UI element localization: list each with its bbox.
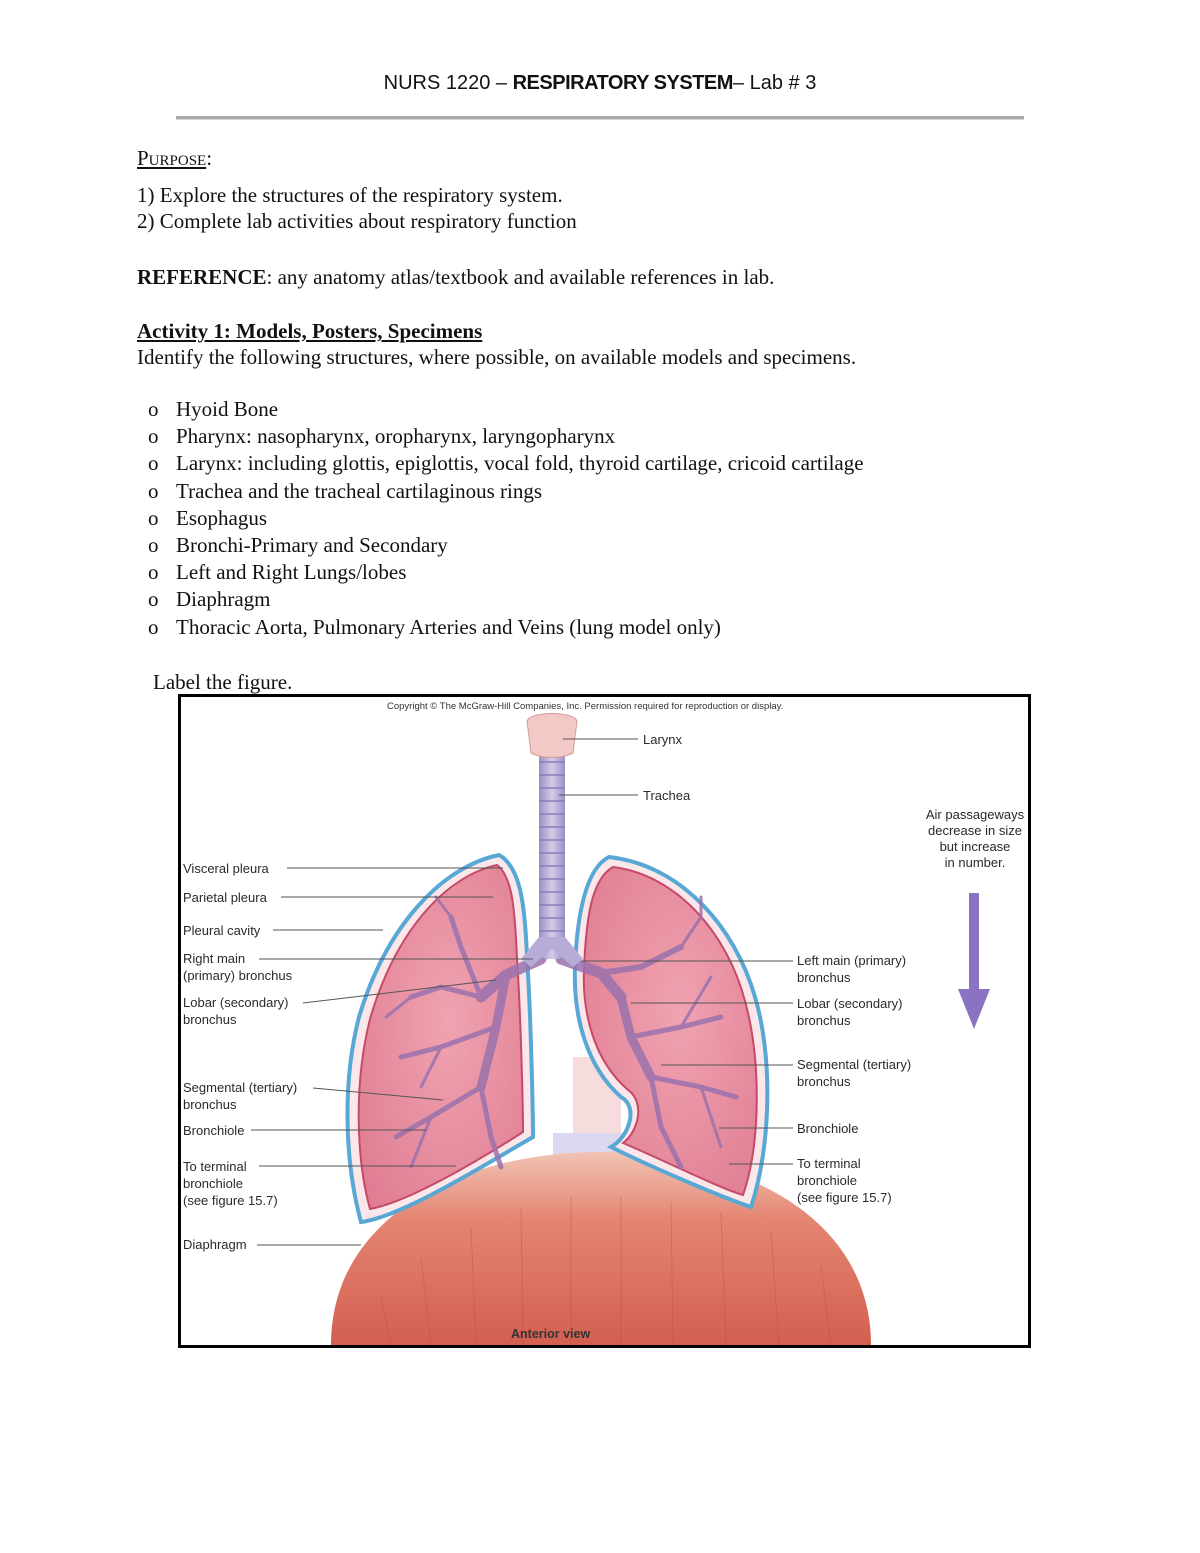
page-header: [0, 72, 1200, 95]
lung-illustration: [181, 697, 1028, 1345]
reference-label: REFERENCE: [137, 265, 267, 289]
view-label: Anterior view: [511, 1327, 591, 1341]
header-course: NURS 1220 –: [383, 72, 513, 94]
purpose-heading: Purpose: [137, 146, 207, 170]
lung-figure: [178, 694, 1031, 1348]
list-item: [148, 614, 864, 641]
label-segmental-bronchus-right-1: Segmental (tertiary): [797, 1057, 912, 1072]
label-bronchiole-right: Bronchiole: [797, 1121, 859, 1136]
arrow-note-1: Air passageways: [925, 807, 1025, 822]
activity-title: Activity 1: Models, Posters, Specimens: [137, 319, 483, 343]
bullet: o: [148, 560, 159, 585]
label-lobar-bronchus-left-1: Lobar (secondary): [183, 995, 289, 1010]
list-item-text: Pharynx: nasopharynx, oropharynx, laryngopharynx: [176, 424, 616, 449]
label-left-main-bronchus-2: bronchus: [797, 970, 851, 985]
label-terminal-right-1: To terminal: [797, 1156, 861, 1171]
purpose-heading-line: [137, 145, 212, 171]
list-item-text: Hyoid Bone: [176, 397, 279, 421]
reference-text: : any anatomy atlas/textbook and available references in lab.: [266, 265, 775, 289]
header-topic: RESPIRATORY SYSTEM: [512, 72, 733, 94]
list-item: [148, 532, 864, 559]
bullet: o: [148, 614, 159, 639]
bullet: o: [148, 478, 159, 503]
header-divider: [176, 116, 1024, 120]
bullet: o: [148, 451, 159, 476]
label-segmental-bronchus-right-2: bronchus: [797, 1074, 851, 1089]
list-item-text: Larynx: including glottis, epiglottis, vocal fold, thyroid cartilage, cricoid cartilage: [176, 451, 864, 476]
bullet: o: [148, 505, 159, 530]
list-item-text: Bronchi-Primary and Secondary: [176, 533, 448, 558]
reference-line: [137, 264, 774, 290]
bullet: o: [148, 533, 159, 558]
bullet: o: [148, 397, 159, 421]
label-terminal-right-3: (see figure 15.7): [797, 1190, 892, 1205]
label-terminal-left-3: (see figure 15.7): [183, 1193, 278, 1208]
label-segmental-bronchus-left-1: Segmental (tertiary): [183, 1080, 298, 1095]
label-lobar-bronchus-right-1: Lobar (secondary): [797, 996, 903, 1011]
label-terminal-right-2: bronchiole: [797, 1173, 857, 1188]
list-item-text: Thoracic Aorta, Pulmonary Arteries and Veins (lung model only): [176, 614, 721, 639]
bullet: o: [148, 424, 159, 449]
list-item: [148, 559, 864, 586]
label-visceral-pleura: Visceral pleura: [183, 861, 269, 876]
list-item: [148, 505, 864, 532]
arrow-note-3: but increase: [939, 839, 1011, 854]
list-item-text: Esophagus: [176, 505, 267, 530]
label-segmental-bronchus-left-2: bronchus: [183, 1097, 237, 1112]
list-item-text: Diaphragm: [176, 587, 271, 612]
label-lobar-bronchus-right-2: bronchus: [797, 1013, 851, 1028]
list-item: [148, 478, 864, 505]
purpose-colon: :: [206, 146, 213, 170]
list-item: [148, 396, 864, 423]
label-pleural-cavity: Pleural cavity: [183, 923, 261, 938]
label-bronchiole-left: Bronchiole: [183, 1123, 245, 1138]
activity-instruction: Identify the following structures, where possible, on available models and specimens.: [137, 345, 857, 369]
header-lab: – Lab # 3: [732, 72, 817, 94]
arrow-note-4: in number.: [944, 855, 1006, 870]
arrow-note-2: decrease in size: [928, 823, 1022, 838]
list-item-text: Left and Right Lungs/lobes: [176, 560, 407, 585]
structure-list: [148, 396, 864, 641]
label-right-main-bronchus-1: Right main: [183, 951, 246, 966]
label-lobar-bronchus-left-2: bronchus: [183, 1012, 237, 1027]
bullet: o: [148, 587, 159, 612]
label-terminal-left-1: To terminal: [183, 1159, 247, 1174]
copyright-note: Copyright © The McGraw-Hill Companies, Inc. Permission required for reproduction or display.: [387, 701, 784, 712]
list-item: [148, 586, 864, 613]
label-parietal-pleura: Parietal pleura: [183, 890, 267, 905]
label-trachea: Trachea: [643, 788, 691, 803]
purpose-item-2: 2) Complete lab activities about respiratory function: [137, 209, 577, 233]
label-right-main-bronchus-2: (primary) bronchus: [183, 968, 293, 983]
list-item: [148, 423, 864, 450]
list-item: [148, 450, 864, 477]
label-terminal-left-2: bronchiole: [183, 1176, 243, 1191]
purpose-item-1: 1) Explore the structures of the respiratory system.: [137, 183, 563, 207]
list-item-text: Trachea and the tracheal cartilaginous rings: [176, 478, 543, 503]
larynx: [527, 714, 577, 758]
figure-instruction: Label the figure.: [153, 670, 293, 694]
down-arrow-icon: [958, 893, 990, 1029]
label-larynx: Larynx: [643, 732, 683, 747]
label-diaphragm: Diaphragm: [183, 1237, 247, 1252]
label-left-main-bronchus-1: Left main (primary): [797, 953, 907, 968]
